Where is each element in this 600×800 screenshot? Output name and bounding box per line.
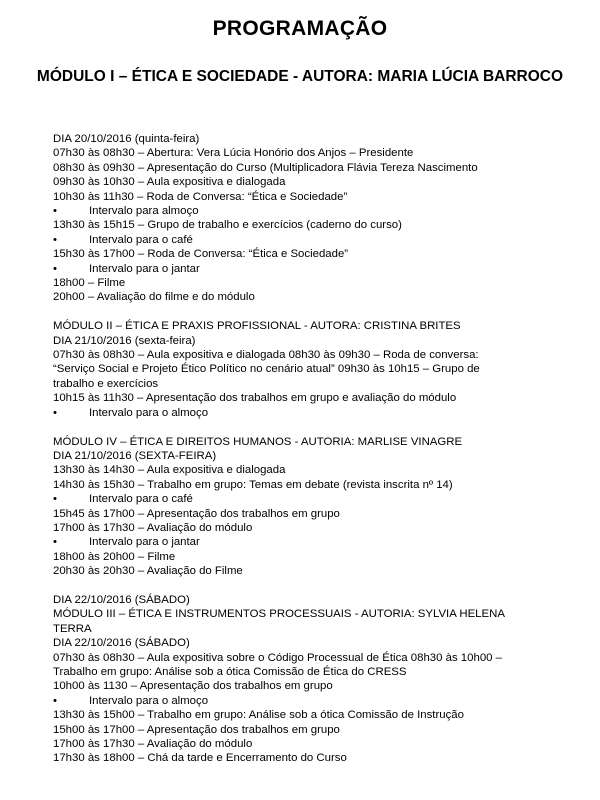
bullet-text: Intervalo para almoço	[89, 205, 199, 218]
schedule-line: 10h00 às 1130 – Apresentação dos trabalhos em grupo	[53, 680, 333, 693]
bullet-item	[53, 204, 553, 218]
bullet-item	[53, 535, 553, 549]
schedule-line: 13h30 às 15h15 – Grupo de trabalho e exercícios (caderno do curso)	[53, 219, 402, 232]
bullet-icon: •	[53, 536, 57, 549]
schedule-line: 07h30 às 08h30 – Abertura: Vera Lúcia Honório dos Anjos – Presidente	[53, 147, 414, 160]
module-1-title: MÓDULO I – ÉTICA E SOCIEDADE - AUTORA: MARIA LÚCIA BARROCO	[36, 68, 564, 85]
schedule-line: 10h15 às 11h30 – Apresentação dos trabalhos em grupo e avaliação do módulo	[53, 392, 457, 405]
schedule-line: 17h30 às 18h00 – Chá da tarde e Encerramento do Curso	[53, 752, 347, 765]
schedule-line: 14h30 às 15h30 – Trabalho em grupo: Temas em debate (revista inscrita nº 14)	[53, 478, 453, 491]
schedule-line: 09h30 às 10h30 – Aula expositiva e dialogada	[53, 176, 286, 189]
section-gap	[53, 305, 553, 319]
schedule-line: 15h30 às 17h00 – Roda de Conversa: “Ética e Sociedade”	[53, 248, 349, 261]
bullet-text: Intervalo para o jantar	[89, 536, 200, 549]
bullet-icon: •	[53, 493, 57, 506]
bullet-item	[53, 262, 553, 276]
schedule-line: trabalho e exercícios	[53, 377, 159, 390]
schedule-line: 10h30 às 11h30 – Roda de Conversa: “Ética e Sociedade”	[53, 190, 348, 203]
bullet-icon: •	[53, 694, 57, 707]
schedule-line: 13h30 às 15h00 – Trabalho em grupo: Análise sob a ótica Comissão de Instrução	[53, 709, 464, 722]
bullet-text: Intervalo para o jantar	[89, 262, 200, 275]
bullet-text: Intervalo para o café	[89, 493, 193, 506]
section-gap	[53, 579, 553, 593]
schedule-line: Trabalho em grupo: Análise sob a ótica Comissão de Ética do CRESS	[53, 665, 407, 678]
module-2-heading: MÓDULO II – ÉTICA E PRAXIS PROFISSIONAL - AUTORA: CRISTINA BRITES	[53, 320, 461, 333]
bullet-icon: •	[53, 205, 57, 218]
section-gap	[53, 420, 553, 434]
schedule-line: 07h30 às 08h30 – Aula expositiva sobre o Código Processual de Ética 08h30 às 10h00 –	[53, 651, 502, 664]
bullet-item	[53, 406, 553, 420]
module-3-heading: MÓDULO III – ÉTICA E INSTRUMENTOS PROCESSUAIS - AUTORIA: SYLVIA HELENA	[53, 608, 505, 621]
module-4-heading: MÓDULO IV – ÉTICA E DIREITOS HUMANOS - AUTORIA: MARLISE VINAGRE	[53, 435, 463, 448]
module-2-date: DIA 21/10/2016 (sexta-feira)	[53, 334, 196, 347]
bullet-text: Intervalo para o café	[89, 233, 193, 246]
schedule-line: 15h00 às 17h00 – Apresentação dos trabalhos em grupo	[53, 723, 340, 736]
schedule-line: 18h00 às 20h00 – Filme	[53, 550, 176, 563]
module-3-pre-date: DIA 22/10/2016 (SÁBADO)	[53, 593, 190, 606]
schedule-line: 17h00 às 17h30 – Avaliação do módulo	[53, 738, 253, 751]
bullet-text: Intervalo para o almoço	[89, 694, 209, 707]
module-3-date: DIA 22/10/2016 (SÁBADO)	[53, 637, 190, 650]
bullet-icon: •	[53, 233, 57, 246]
bullet-text: Intervalo para o almoço	[89, 406, 209, 419]
module-4-date: DIA 21/10/2016 (SEXTA-FEIRA)	[53, 449, 217, 462]
schedule-line: 15h45 às 17h00 – Apresentação dos trabalhos em grupo	[53, 507, 340, 520]
schedule-line: 20h00 – Avaliação do filme e do módulo	[53, 291, 255, 304]
bullet-item	[53, 233, 553, 247]
module-3-heading-cont: TERRA	[53, 622, 92, 635]
schedule-content	[53, 132, 553, 766]
schedule-line: 17h00 às 17h30 – Avaliação do módulo	[53, 521, 253, 534]
schedule-line: 18h00 – Filme	[53, 277, 126, 290]
bullet-item	[53, 694, 553, 708]
page-title: PROGRAMAÇÃO	[212, 17, 388, 40]
bullet-item	[53, 492, 553, 506]
module-1-date: DIA 20/10/2016 (quinta-feira)	[53, 133, 200, 145]
schedule-line: “Serviço Social e Projeto Ético Político no cenário atual” 09h30 às 10h15 – Grupo de	[53, 363, 480, 376]
schedule-line: 13h30 às 14h30 – Aula expositiva e dialogada	[53, 464, 286, 477]
bullet-icon: •	[53, 406, 57, 419]
schedule-line: 08h30 às 09h30 – Apresentação do Curso (Multiplicadora Flávia Tereza Nascimento	[53, 161, 478, 174]
schedule-line: 20h30 às 20h30 – Avaliação do Filme	[53, 565, 243, 578]
schedule-line: 07h30 às 08h30 – Aula expositiva e dialogada 08h30 às 09h30 – Roda de conversa:	[53, 349, 479, 362]
bullet-icon: •	[53, 262, 57, 275]
